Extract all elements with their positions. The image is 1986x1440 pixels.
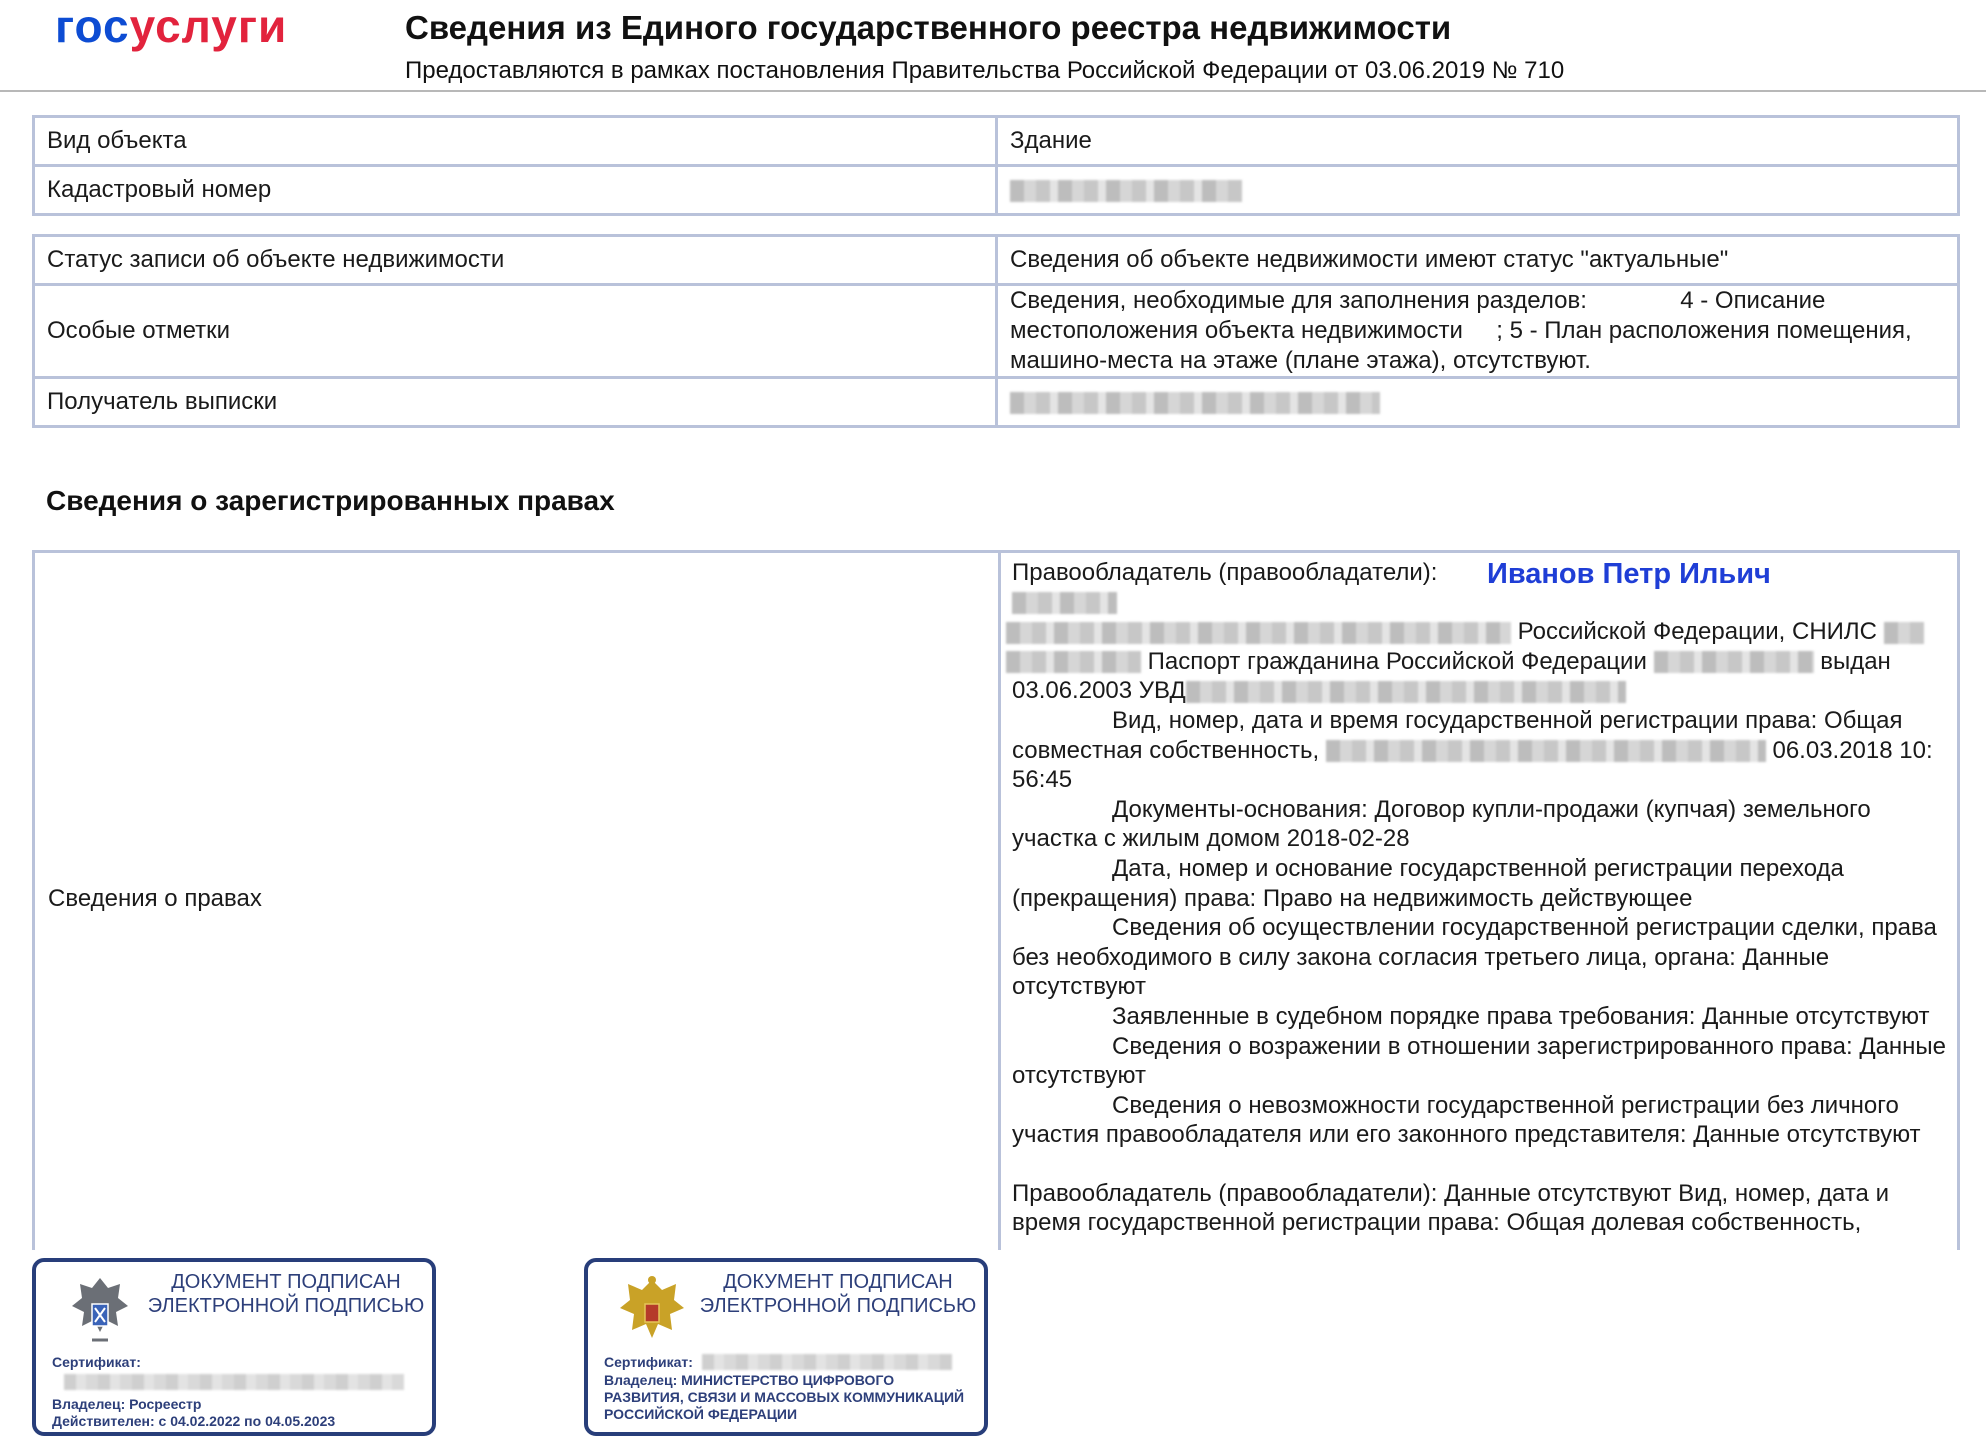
table-row bbox=[34, 285, 1959, 378]
deal-registration: Сведения об осуществлении государственной регистрации сделки, права без необходимого в силу закона согласия третьего лица, органа: Данные отсутствуют bbox=[1012, 914, 1937, 1001]
registration-datetime: 06.03.2018 10: bbox=[1772, 736, 1933, 764]
redacted-cadastral-number bbox=[1010, 180, 1242, 202]
stamp-owner: Владелец: Росреестр bbox=[52, 1396, 202, 1412]
redacted-text bbox=[1006, 622, 1511, 644]
issue-date-text: 03.06.2003 УВД bbox=[1012, 677, 1186, 705]
rights-details bbox=[1012, 558, 1957, 1238]
second-owner: Правообладатель (правообладатели): Данные отсутствуют Вид, номер, дата и время государственной регистрации права: Общая долевая собственность, bbox=[1012, 1179, 1889, 1237]
passport-line bbox=[1012, 647, 1957, 677]
passport-text: Паспорт гражданина Российской Федерации bbox=[1147, 647, 1647, 675]
logo-part-uslugi: услуги bbox=[129, 0, 288, 52]
coat-of-arms-icon bbox=[614, 1270, 690, 1354]
recipient-value bbox=[997, 378, 1959, 427]
documents-basis: Документы-основания: Договор купли-продажи (купчая) земельного участка с жилым домом 2018-02-28 bbox=[1012, 795, 1871, 853]
document-title: Сведения из Единого государственного реестра недвижимости bbox=[405, 9, 1452, 46]
column-divider bbox=[998, 553, 1001, 1250]
page-header bbox=[0, 0, 1986, 92]
record-status-value: Сведения об объекте недвижимости имеют статус "актуальные" bbox=[997, 236, 1959, 285]
special-notes-value: Сведения, необходимые для заполнения разделов: 4 - Описание местоположения объекта недвижимости ; 5 - План расположения помещения, машино-места на этаже (плане этажа), отсутствуют. bbox=[997, 285, 1959, 378]
redacted-certificate bbox=[64, 1374, 404, 1390]
signature-stamp-ministry bbox=[584, 1258, 988, 1436]
document-subtitle: Предоставляются в рамках постановления Правительства Российской Федерации от 03.06.2019 № 710 bbox=[405, 57, 1565, 84]
owner-label: Правообладатель (правообладатели): bbox=[1012, 559, 1438, 586]
stamp-title: ДОКУМЕНТ ПОДПИСАН ЭЛЕКТРОННОЙ ПОДПИСЬЮ bbox=[699, 1271, 977, 1317]
court-claims: Заявленные в судебном порядке права требования: Данные отсутствуют bbox=[1112, 1002, 1930, 1030]
owner-line bbox=[1012, 558, 1957, 588]
redacted-issuer bbox=[1186, 681, 1626, 703]
table-row bbox=[34, 117, 1959, 166]
registration-type: Вид, номер, дата и время государственной регистрации права: Общая совместная собственность, 06.03.2018 10: bbox=[1012, 706, 1933, 764]
citizenship-line bbox=[1012, 617, 1957, 647]
object-table bbox=[32, 115, 1960, 216]
stamp-title: ДОКУМЕНТ ПОДПИСАН ЭЛЕКТРОННОЙ ПОДПИСЬЮ bbox=[147, 1271, 425, 1317]
record-status-label: Статус записи об объекте недвижимости bbox=[34, 236, 997, 285]
rights-section-title: Сведения о зарегистрированных правах bbox=[46, 485, 615, 516]
rights-table bbox=[32, 550, 1960, 1250]
objection-info: Сведения о возражении в отношении зарегистрированного права: Данные отсутствуют bbox=[1012, 1032, 1947, 1090]
redacted-snils bbox=[1884, 622, 1924, 644]
object-type-label: Вид объекта bbox=[34, 117, 997, 166]
certificate-label: Сертификат: bbox=[604, 1354, 693, 1370]
logo-part-gos: гос bbox=[55, 0, 130, 52]
status-table bbox=[32, 234, 1960, 428]
owner-name: Иванов Петр Ильич bbox=[1487, 558, 1771, 590]
redacted-recipient bbox=[1010, 392, 1380, 414]
redacted-passport-number bbox=[1654, 651, 1814, 673]
object-type-value: Здание bbox=[997, 117, 1959, 166]
personal-participation: Сведения о невозможности государственной регистрации без личного участия правообладателя или его законного представителя: Данные отсутствуют bbox=[1012, 1091, 1921, 1149]
rights-label: Сведения о правах bbox=[48, 885, 262, 912]
redacted-certificate bbox=[702, 1354, 952, 1370]
table-row bbox=[34, 378, 1959, 427]
citizenship-text: Российской Федерации, СНИЛС bbox=[1517, 618, 1877, 646]
stamp-validity: Действителен: с 04.02.2022 по 04.05.2023 bbox=[52, 1413, 336, 1429]
issued-text: выдан bbox=[1820, 647, 1891, 675]
stamp-owner: Владелец: МИНИСТЕРСТВО ЦИФРОВОГО РАЗВИТИЯ, СВЯЗИ И МАССОВЫХ КОММУНИКАЦИЙ РОССИЙСКОЙ ФЕДЕРАЦИИ bbox=[604, 1372, 965, 1422]
recipient-label: Получатель выписки bbox=[34, 378, 997, 427]
owner-redacted-line bbox=[1012, 588, 1957, 618]
certificate-label: Сертификат: bbox=[52, 1354, 141, 1370]
gosuslugi-logo[interactable] bbox=[55, 0, 287, 54]
special-notes-label: Особые отметки bbox=[34, 285, 997, 378]
redacted-registration-number bbox=[1326, 740, 1766, 762]
redacted-text bbox=[1006, 651, 1141, 673]
table-row bbox=[34, 166, 1959, 215]
rosreestr-emblem-icon bbox=[62, 1270, 138, 1354]
transfer-registration: Дата, номер и основание государственной регистрации перехода (прекращения) права: Право на недвижимость действующее bbox=[1012, 854, 1844, 912]
signature-stamp-rosreestr bbox=[32, 1258, 436, 1436]
registration-time: 56:45 bbox=[1012, 766, 1073, 794]
cadastral-number-value bbox=[997, 166, 1959, 215]
issue-date-line bbox=[1012, 676, 1957, 706]
table-row bbox=[34, 236, 1959, 285]
cadastral-number-label: Кадастровый номер bbox=[34, 166, 997, 215]
redacted-text bbox=[1012, 592, 1117, 614]
